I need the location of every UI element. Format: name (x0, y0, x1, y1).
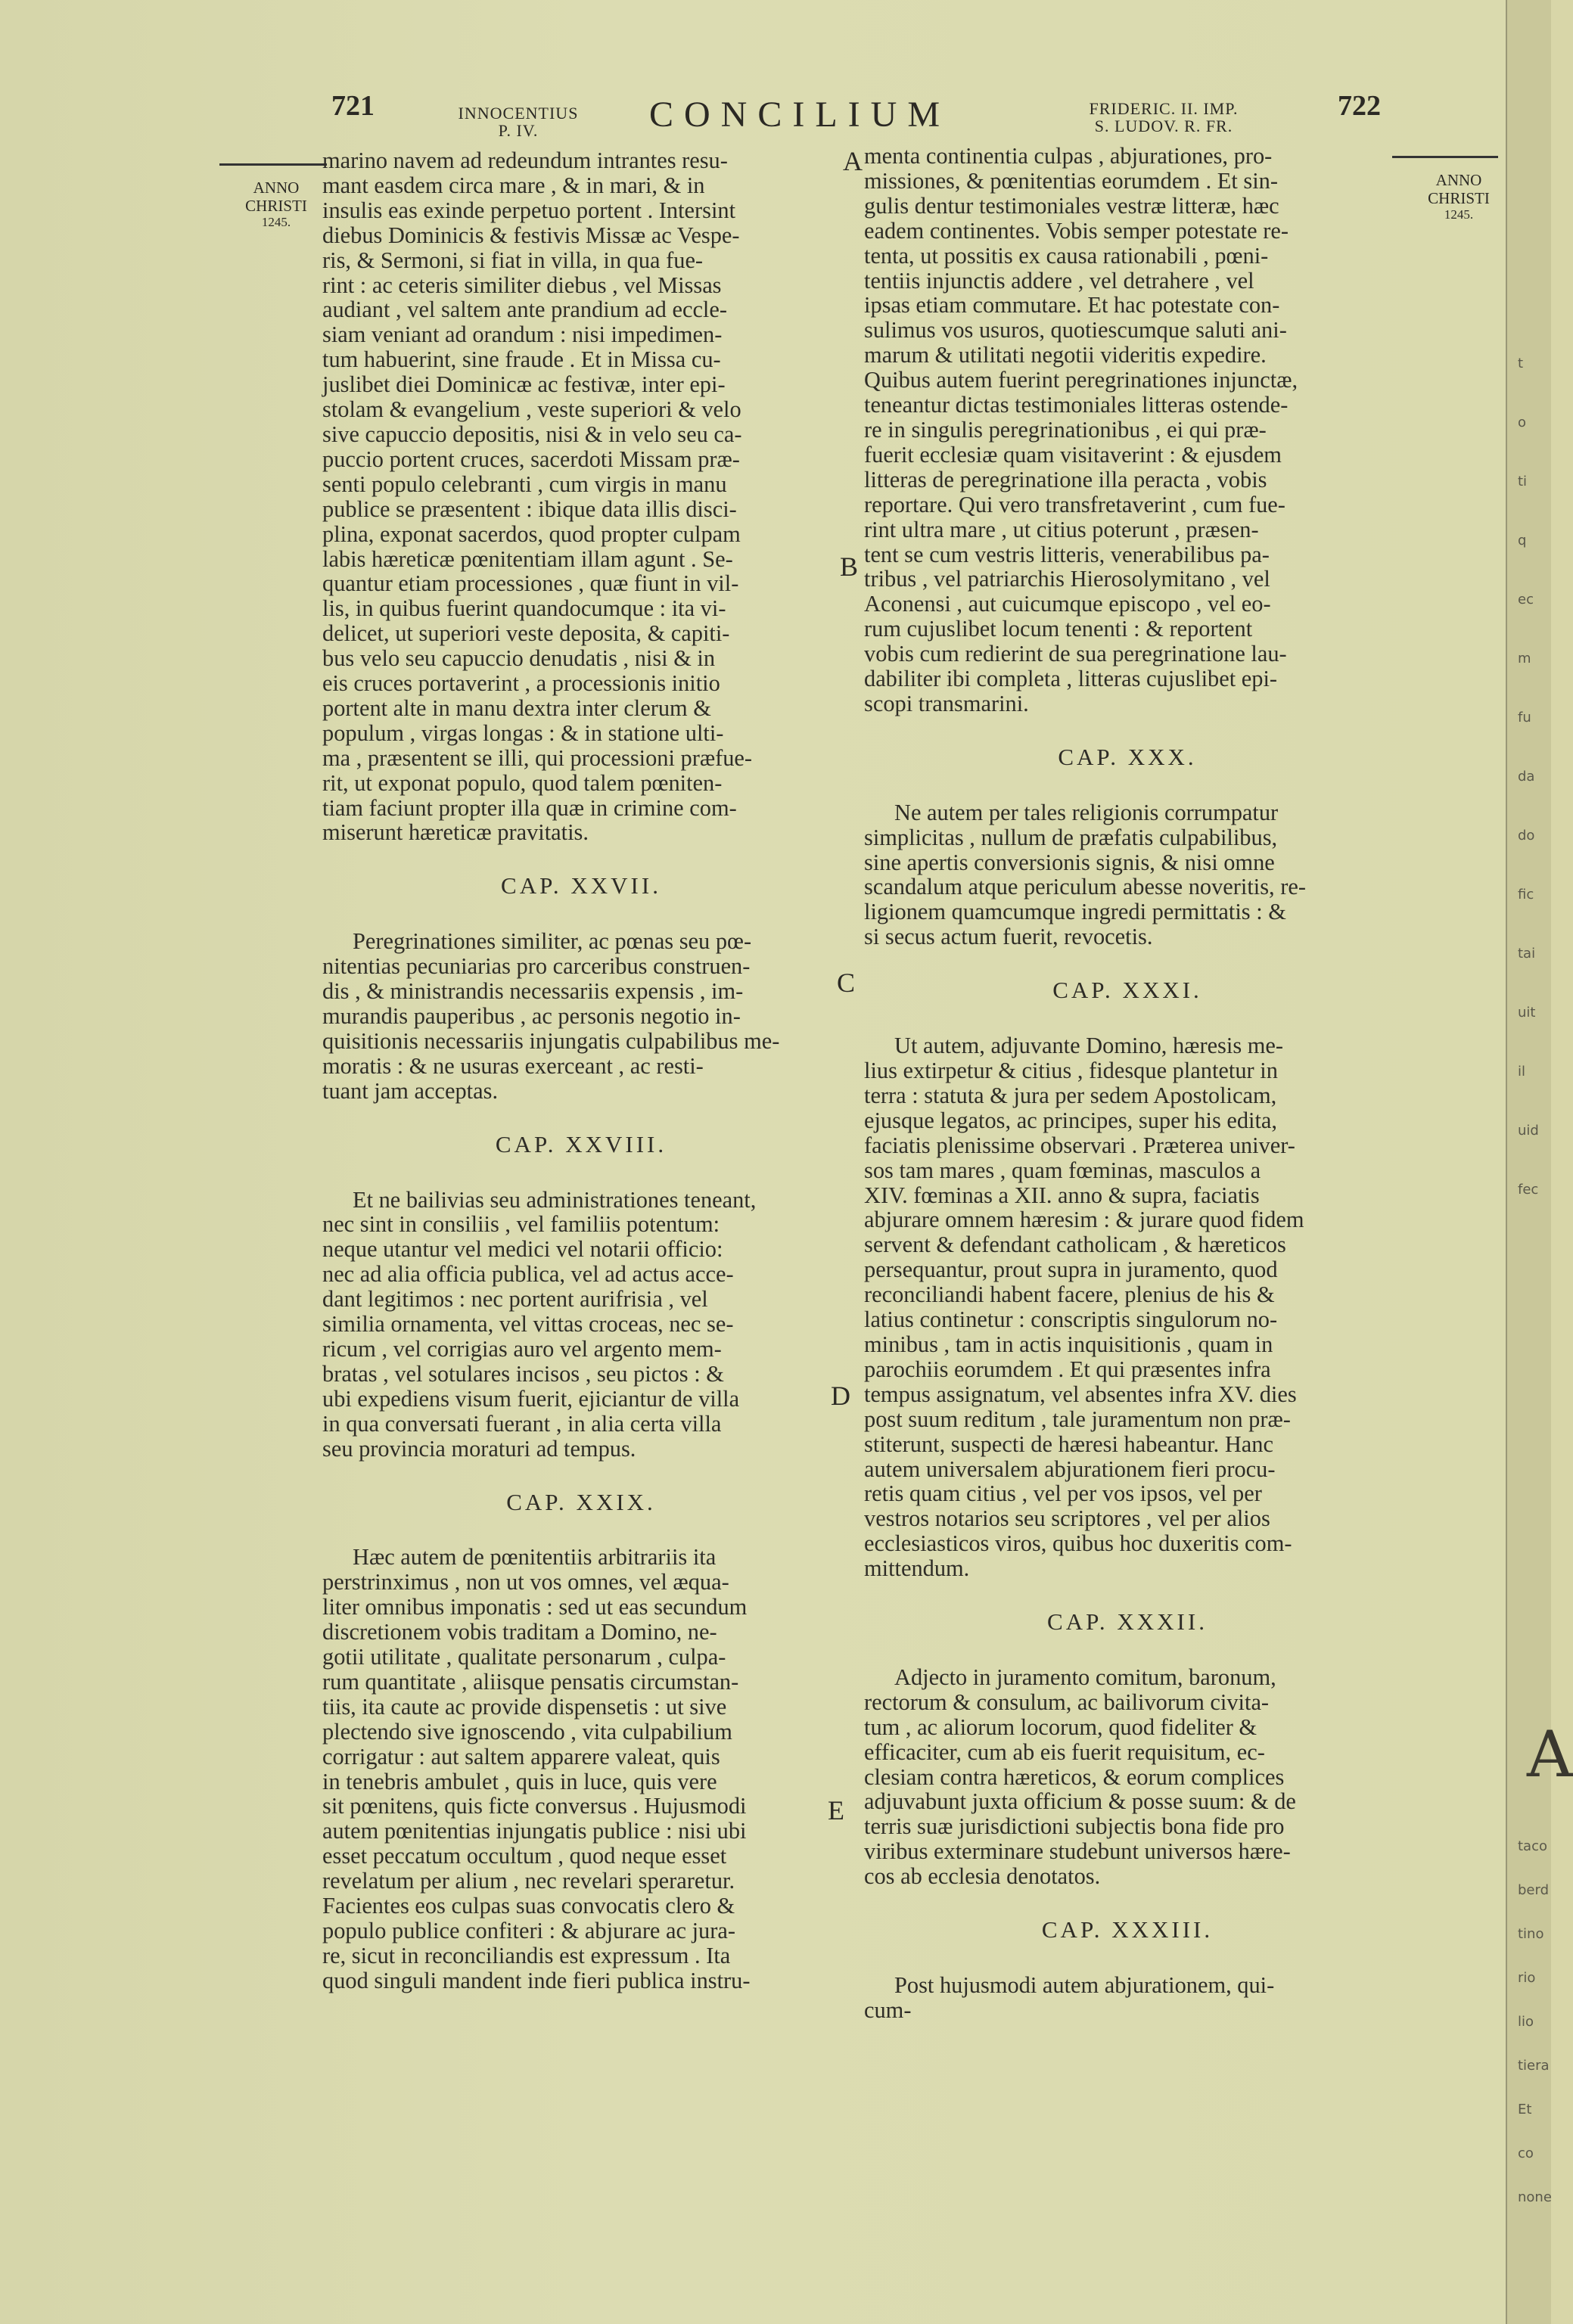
text-line: ipsas etiam commutare. Et hac potestate con- (864, 292, 1280, 318)
text-line: teneantur dictas testimoniales litteras ostende- (864, 392, 1289, 418)
text-line: clesiam contra hæreticos, & eorum complices (864, 1763, 1285, 1790)
text-line: servent & defendant catholicam , & hæreticos (864, 1232, 1286, 1258)
text-line: tiam faciunt propter illa quæ in crimine com- (322, 794, 737, 821)
edge-fragment: tiera (1518, 2058, 1550, 2074)
text-line: simplicitas , nullum de præfatis culpabilibus, (864, 824, 1278, 850)
year-label: 1245. (1444, 207, 1474, 222)
text-line: discretionem vobis traditam a Domino, ne- (322, 1619, 717, 1645)
edge-fragment: tai (1518, 946, 1536, 962)
text-line: populo publice confiteri : & abjurare ac jura- (322, 1918, 735, 1943)
text-line: latius continetur : conscriptis singulorum no- (864, 1306, 1278, 1333)
text-line: lius extirpetur & citius , fidesque plantetur in (864, 1058, 1278, 1083)
text-line: in tenebris ambulet , quis in luce, quis vere (322, 1768, 717, 1794)
text-line: rit, ut exponat populo, quod talem pœniten- (322, 769, 723, 796)
text-block (864, 800, 1391, 949)
text-line: nec ad alia officia publica, vel ad actus acce- (322, 1261, 734, 1288)
text-line: dis , & ministrandis necessariis expensis , im- (322, 978, 744, 1005)
text-line: tum habuerint, sine fraude . Et in Missa cu- (322, 346, 721, 373)
chapter-heading: CAP. XXIX. (506, 1488, 656, 1515)
king-name: S. LUDOV. R. FR. (1094, 117, 1233, 136)
edge-fragment: taco (1518, 1838, 1547, 1854)
text-line: populum , virgas longas : & in statione ulti- (322, 719, 724, 746)
text-line: fuerit ecclesiæ quam visitaverint : & ejusdem (864, 441, 1282, 468)
text-line: ligionem quamcumque ingredi permittatis : & (864, 899, 1286, 925)
pope-label (443, 104, 594, 139)
text-line: miserunt hæreticæ pravitatis. (322, 819, 589, 846)
text-line: tum , ac aliorum locorum, quod fideliter & (864, 1713, 1257, 1740)
text-line: similia ornamenta, vel vittas croceas, nec se- (322, 1311, 734, 1338)
text-line: scandalum atque periculum abesse noveritis, re- (864, 874, 1306, 900)
edge-fragment: t (1518, 356, 1524, 371)
text-line: rint ultra mare , ut citius poterunt , præsen- (864, 516, 1259, 542)
text-line: ris, & Sermoni, si fiat in villa, in qua fue- (322, 247, 704, 273)
text-line: faciatis plenissime observari . Præterea univer- (864, 1132, 1295, 1158)
anno-label: ANNO (253, 179, 300, 197)
text-line: rum cujuslibet locum tenenti : & reportent (864, 616, 1253, 642)
edge-fragment: rio (1518, 1970, 1536, 1986)
text-line: eadem continentes. Vobis semper potestate re- (864, 217, 1289, 244)
right-margin-rule (1392, 156, 1498, 158)
text-line: esset peccatum occultum , quod neque esset (322, 1843, 727, 1869)
text-block (322, 1188, 840, 1462)
text-line: Quibus autem fuerint peregrinationes injunctæ, (864, 367, 1298, 393)
text-line: viribus exterminare studebunt universos hære- (864, 1838, 1291, 1865)
text-line: terris suæ jurisdictioni subjectis bona fide pro (864, 1813, 1285, 1840)
text-line: revelatum per alium , nec revelari speraretur. (322, 1868, 735, 1894)
text-line: si secus actum fuerit, revocetis. (864, 924, 1153, 950)
page-number-right: 722 (1338, 90, 1381, 122)
edge-fragment: do (1518, 828, 1535, 844)
text-line: Peregrinationes similiter, ac pœnas seu pœ- (353, 928, 752, 955)
page-title: CONCILIUM (649, 95, 950, 135)
rulers-label (1050, 100, 1277, 135)
text-line: neque utantur vel medici vel notarii officio: (322, 1236, 723, 1263)
edge-fragment: A (1527, 1717, 1573, 1791)
text-line: juslibet diei Dominicæ ac festivæ, inter epi- (322, 371, 726, 398)
text-line: cum- (864, 1996, 912, 2023)
text-line: portent alte in manu dextra inter clerum & (322, 694, 711, 721)
text-line: quisitionis necessariis injungatis culpabilibus me- (322, 1027, 780, 1054)
text-line: seu provincia moraturi ad tempus. (322, 1435, 636, 1462)
text-line: quod singuli mandent inde fieri publica instru- (322, 1967, 751, 1993)
text-line: sulimus vos usuros, quotiescumque saluti ani- (864, 317, 1287, 343)
text-line: ecclesiasticos viros, quibus hoc duxeritis com- (864, 1530, 1292, 1557)
text-line: senti populo celebranti , cum virgis in manu (322, 471, 727, 497)
edge-fragment: fic (1518, 887, 1534, 903)
text-line: rectorum & consulum, ac bailivorum civita- (864, 1689, 1270, 1715)
text-line: missiones, & pœnitentias eorumdem . Et sin- (864, 167, 1278, 194)
text-line: sit pœnitens, quis ficte conversus . Hujusmodi (322, 1793, 747, 1819)
text-line: Post hujusmodi autem abjurationem, qui- (894, 1972, 1275, 1998)
text-block (864, 1033, 1391, 1581)
text-line: reconciliandi habent facere, plenius de his & (864, 1282, 1275, 1308)
edge-fragment: tino (1518, 1926, 1544, 1942)
text-line: insulis eas exinde perpetuo portent . Intersint (322, 197, 736, 223)
text-line: vestros notarios seu scriptores , vel per alios (864, 1505, 1270, 1532)
text-line: Adjecto in juramento comitum, baronum, (894, 1664, 1276, 1690)
text-line: mittendum. (864, 1555, 970, 1582)
edge-fragment: uit (1518, 1005, 1536, 1021)
text-line: re, sicut in reconciliandis est expressum . Ita (322, 1942, 731, 1968)
christi-label: CHRISTI (1428, 189, 1490, 208)
text-line: corrigatur : aut saltem apparere valeat, quis (322, 1743, 720, 1769)
text-line: tiis, ita caute ac provide dispensetis : ut sive (322, 1693, 727, 1720)
text-line: stolam & evangelium , veste superiori & velo (322, 396, 741, 423)
text-line: stiterunt, suspecti de hæresi habeantur. Hanc (864, 1431, 1273, 1457)
text-line: post suum reditum , tale juramentum non præ- (864, 1406, 1291, 1432)
anno-christi-left (231, 179, 322, 230)
text-line: ricum , vel corrigias auro vel argento mem- (322, 1335, 722, 1362)
section-letter-d: D (831, 1381, 850, 1411)
edge-fragment: fec (1518, 1182, 1539, 1198)
text-line: moratis : & ne usuras exerceant , ac resti- (322, 1052, 704, 1079)
text-line: gotii utilitate , qualitate personarum , culpa- (322, 1644, 726, 1670)
text-line: sive capuccio depositis, nisi & in velo seu ca- (322, 421, 742, 447)
text-line: tenta, ut possitis ex causa rationabili , pœni- (864, 242, 1269, 269)
text-line: efficaciter, cum ab eis fuerit requisitum, ec- (864, 1738, 1265, 1765)
text-line: nitentias pecuniarias pro carceribus construen- (322, 953, 751, 980)
text-line: dant legitimos : nec portent aurifrisia , vel (322, 1286, 708, 1313)
text-line: Ut autem, adjuvante Domino, hæresis me- (894, 1033, 1283, 1059)
text-line: XIV. fœminas a XII. anno & supra, faciatis (864, 1182, 1260, 1208)
text-line: mant easdem circa mare , & in mari, & in (322, 172, 705, 198)
edge-fragment: ti (1518, 474, 1528, 489)
edge-fragment: o (1518, 415, 1527, 430)
text-block (864, 1973, 1391, 2023)
text-line: ejusque legatos, ac principes, super his edita, (864, 1107, 1278, 1133)
edge-fragment: da (1518, 769, 1535, 785)
text-line: plectendo sive ignoscendo , vita culpabilium (322, 1718, 732, 1745)
text-line: in qua conversati fuerant , in alia certa villa (322, 1410, 722, 1437)
text-line: perstrinximus , non ut vos omnes, vel æqua- (322, 1569, 729, 1595)
year-label: 1245. (261, 215, 291, 230)
anno-christi-right (1413, 171, 1504, 222)
text-line: rint : ac ceteris similiter diebus , vel Missas (322, 272, 722, 298)
text-block (864, 144, 1391, 716)
text-line: minibus , tam in actis inquisitionis , quam in (864, 1331, 1273, 1357)
text-line: re in singulis peregrinationibus , ei qui præ- (864, 416, 1267, 443)
edge-fragment: none (1518, 2189, 1552, 2205)
chapter-heading: CAP. XXX. (1058, 743, 1197, 770)
left-margin-rule (219, 163, 327, 166)
text-line: puccio portent cruces, sacerdoti Missam præ- (322, 446, 740, 472)
text-block (322, 1545, 840, 1993)
text-line: diebus Dominicis & festivis Missæ ac Vespe- (322, 222, 740, 248)
text-line: persequantur, prout supra in juramento, quod (864, 1257, 1278, 1283)
text-line: cos ab ecclesia denotatos. (864, 1863, 1101, 1890)
text-line: gulis dentur testimoniales vestræ litteræ, hæc (864, 192, 1279, 219)
chapter-heading: CAP. XXVII. (501, 872, 661, 899)
edge-fragment: lio (1518, 2014, 1534, 2030)
text-line: litteras de peregrinatione illa peracta , vobis (864, 466, 1267, 492)
text-line: quantur etiam processiones , quæ fiunt in vil- (322, 570, 739, 597)
text-line: tempus assignatum, vel absentes infra XV. dies (864, 1381, 1297, 1407)
anno-label: ANNO (1435, 171, 1482, 189)
edge-fragment: fu (1518, 710, 1531, 725)
text-line: Aconensi , aut cuicumque episcopo , vel eo- (864, 591, 1271, 617)
text-line: tent se cum vestris litteris, venerabilibus pa- (864, 541, 1270, 567)
right-column (864, 144, 1391, 2023)
text-line: eis cruces portaverint , a processionis initio (322, 670, 720, 697)
edge-fragment: co (1518, 2145, 1534, 2161)
chapter-heading: CAP. XXXI. (1052, 977, 1202, 1004)
text-line: ma , præsentent se illi, qui processioni præfue- (322, 744, 753, 771)
text-line: Et ne bailivias seu administrationes teneant, (353, 1186, 757, 1213)
text-line: delicet, ut superiori veste deposita, & capiti- (322, 620, 730, 647)
text-line: plina, exponat sacerdos, quod propter culpam (322, 520, 741, 547)
christi-label: CHRISTI (245, 197, 307, 216)
edge-fragment: ec (1518, 592, 1534, 607)
text-line: lis, in quibus fuerint quandocumque : ita vi- (322, 595, 726, 622)
text-line: Hæc autem de pœnitentiis arbitrariis ita (353, 1544, 717, 1571)
edge-fragment: m (1518, 651, 1531, 666)
text-line: bratas , vel sotulares incisos , seu pictos : & (322, 1360, 724, 1387)
text-line: nec sint in consiliis , vel familiis potentum: (322, 1211, 720, 1238)
text-line: adjuvabunt juxta officium & posse suum: & de (864, 1788, 1296, 1815)
text-line: autem universalem abjurationem fieri procu- (864, 1456, 1276, 1482)
text-line: marino navem ad redeundum intrantes resu- (322, 148, 728, 173)
text-line: tentiis injunctis addere , vel detrahere , vel (864, 267, 1254, 294)
text-line: ubi expediens visum fuerit, ejiciantur de villa (322, 1385, 740, 1412)
edge-fragment: il (1518, 1064, 1526, 1080)
text-line: publice se præsentent : ibique data illis disci- (322, 496, 737, 522)
text-block (322, 148, 840, 845)
text-line: terra : statuta & jura per sedem Apostolicam, (864, 1082, 1277, 1108)
text-line: siam veniant ad orandum : nisi impedimen- (322, 322, 723, 348)
text-line: sos tam mares , quam fœminas, masculos a (864, 1157, 1261, 1183)
text-block (322, 929, 840, 1103)
text-line: retis quam citius , vel per vos ipsos, vel per (864, 1480, 1262, 1507)
text-line: liter omnibus imponatis : sed ut eas secundum (322, 1594, 748, 1620)
text-line: marum & utilitati negotii videritis expedire. (864, 342, 1267, 368)
text-line: dabiliter ibi completa , litteras cujuslibet epi- (864, 666, 1278, 692)
text-line: abjurare omnem hæresim : & jurare quod fidem (864, 1207, 1304, 1233)
text-line: tuant jam acceptas. (322, 1077, 499, 1104)
text-line: autem pœnitentias injungatis publice : nisi ubi (322, 1818, 747, 1844)
section-letter-b: B (840, 551, 859, 582)
text-line: murandis pauperibus , ac personis negotio in- (322, 1003, 741, 1029)
text-line: vobis cum redierint de sua peregrinatione lau- (864, 641, 1287, 667)
chapter-heading: CAP. XXXII. (1047, 1608, 1208, 1636)
section-letter-c: C (837, 968, 856, 998)
text-line: Ne autem per tales religionis corrumpatur (894, 799, 1279, 825)
chapter-heading: CAP. XXVIII. (495, 1130, 667, 1157)
section-letter-e: E (828, 1795, 844, 1825)
text-line: menta continentia culpas , abjurationes, pro- (864, 143, 1273, 169)
edge-fragment: berd (1518, 1882, 1550, 1898)
text-line: audiant , vel saltem ante prandium ad eccle- (322, 297, 727, 323)
text-line: reportare. Qui vero transfretaverint , cum fue- (864, 491, 1285, 517)
edge-fragment: q (1518, 533, 1527, 548)
text-line: Facientes eos culpas suas convocatis clero & (322, 1893, 735, 1919)
text-block (864, 1665, 1391, 1889)
chapter-heading: CAP. XXXIII. (1041, 1916, 1214, 1943)
pope-number: P. IV. (498, 121, 539, 141)
left-column (322, 148, 840, 1993)
text-line: labis hæreticæ pœnitentiam illam agunt . Se- (322, 545, 733, 572)
text-line: bus velo seu capuccio denudatis , nisi & in (322, 645, 716, 672)
text-line: scopi transmarini. (864, 690, 1029, 716)
edge-fragment: Et (1518, 2102, 1532, 2117)
page-number-left: 721 (331, 90, 375, 122)
text-line: tribus , vel patriarchis Hierosolymitano , vel (864, 566, 1270, 592)
section-letter-a: A (843, 146, 863, 176)
emperor-name: FRIDERIC. II. IMP. (1089, 99, 1239, 118)
edge-fragment: uid (1518, 1123, 1539, 1139)
text-line: parochiis eorumdem . Et qui præsentes infra (864, 1356, 1271, 1382)
pope-name: INNOCENTIUS (458, 104, 579, 123)
text-line: sine apertis conversionis signis, & nisi omne (864, 849, 1275, 875)
text-line: rum quantitate , aliisque pensatis circumstan- (322, 1668, 739, 1695)
